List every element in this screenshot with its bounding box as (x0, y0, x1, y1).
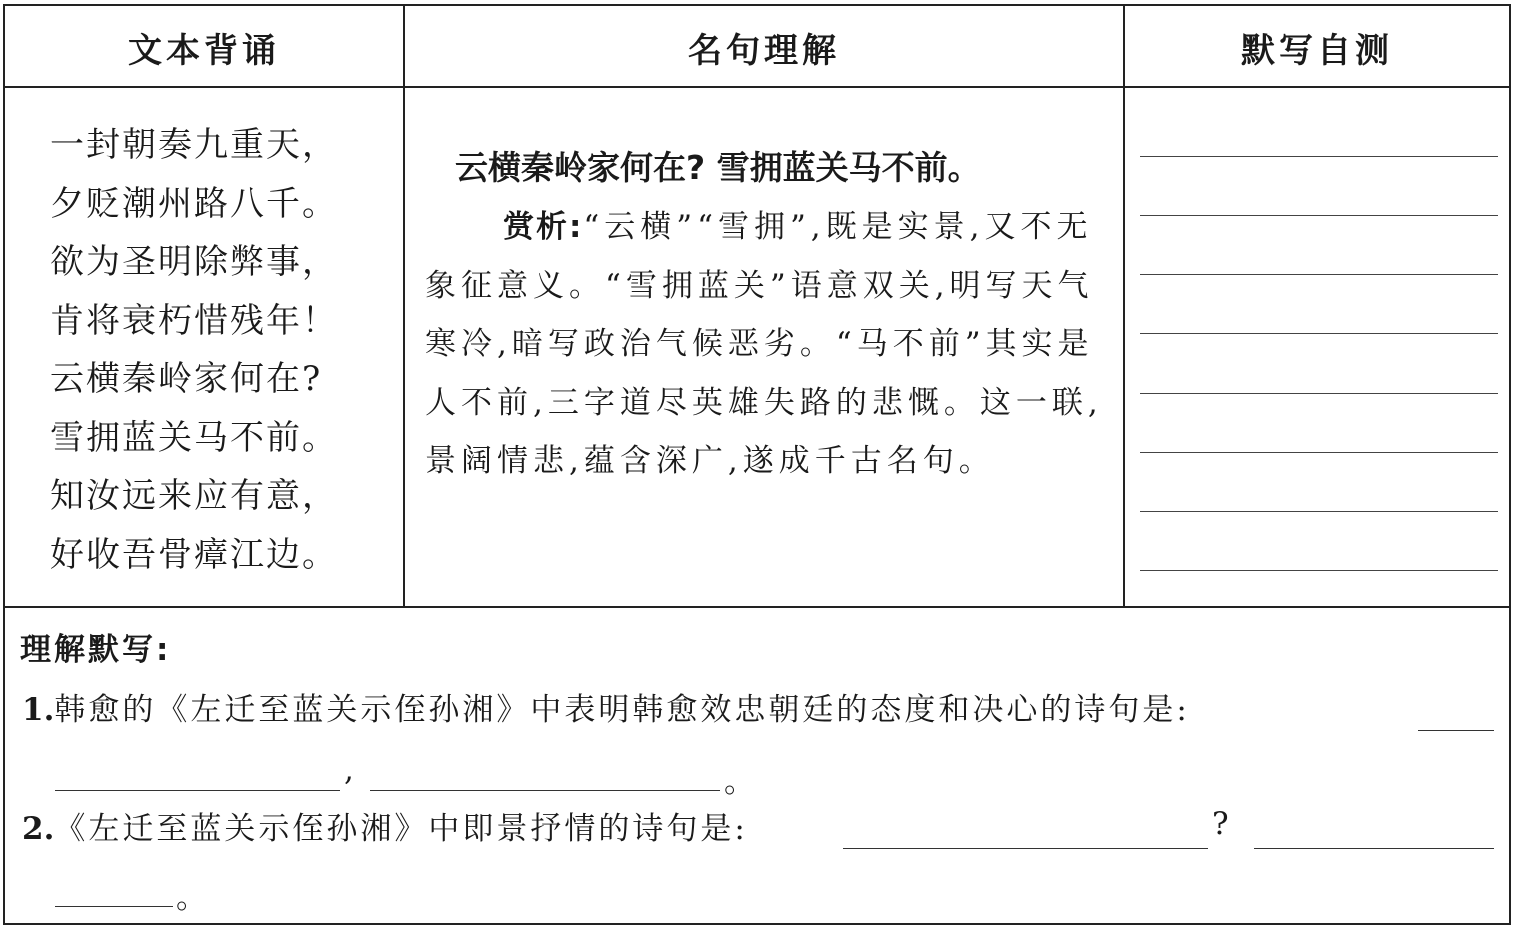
analysis-text: “云横”“雪拥”,既是实景,又不无象征意义。“雪拥蓝关”语意双关,明写天气寒冷,暗写政治气候恶劣。“马不前”其实是人不前,三字道尽英雄失路的悲慨。这一联,景阔情悲,蕴含深广,遂成千古名句。 (425, 209, 1103, 479)
writing-line[interactable] (1140, 393, 1498, 394)
header-self-test (1125, 6, 1509, 88)
question-2-period: 。 (176, 880, 207, 916)
header-recite-label: 文本背诵 (128, 30, 280, 71)
answer-blank-1c[interactable] (370, 790, 720, 791)
question-1-number: 1. (22, 692, 55, 728)
poem-line: 云横秦岭家何在? (50, 359, 323, 399)
writing-line[interactable] (1140, 333, 1498, 334)
poem-line: 一封朝奏九重天， (50, 125, 338, 165)
header-self-test-label: 默写自测 (1241, 30, 1393, 71)
question-2 (22, 803, 748, 848)
poem-text (50, 116, 338, 584)
answer-blank-2c[interactable] (55, 906, 173, 907)
question-2-text: 《左迁至蓝关示侄孙湘》中即景抒情的诗句是: (54, 811, 748, 847)
header-understanding-label: 名句理解 (688, 30, 840, 71)
poem-line: 夕贬潮州路八千。 (50, 183, 338, 224)
writing-line[interactable] (1140, 570, 1498, 571)
poem-line: 知汝远来应有意， (50, 476, 338, 516)
poem-line: 肯将衰朽惜残年！ (50, 300, 338, 341)
header-recite (5, 6, 403, 88)
analysis-label: 赏析: (503, 209, 584, 245)
question-1-text: 韩愈的《左迁至蓝关示侄孙湘》中表明韩愈效忠朝廷的态度和决心的诗句是: (54, 692, 1190, 728)
writing-line[interactable] (1140, 274, 1498, 275)
body-divider (5, 606, 1509, 608)
writing-line[interactable] (1140, 156, 1498, 157)
poem-line: 欲为圣明除弊事， (50, 242, 338, 282)
poem-line: 好收吾骨瘴江边。 (50, 534, 338, 575)
answer-blank-2b[interactable] (1254, 848, 1494, 849)
answer-blank-1b[interactable] (55, 790, 340, 791)
poem-line: 雪拥蓝关马不前。 (50, 417, 338, 458)
column-divider-1 (403, 6, 405, 606)
writing-line[interactable] (1140, 215, 1498, 216)
exercise-title: 理解默写: (20, 632, 172, 668)
question-1 (22, 684, 1190, 729)
question-1-comma: , (344, 752, 354, 788)
analysis-paragraph (425, 198, 1115, 491)
answer-blank-2a[interactable] (843, 848, 1208, 849)
column-divider-2 (1123, 6, 1125, 606)
writing-line[interactable] (1140, 452, 1498, 453)
answer-blank-1a[interactable] (1418, 730, 1494, 731)
question-2-number: 2. (22, 811, 55, 847)
header-understanding (405, 6, 1123, 88)
question-2-mark: ? (1212, 806, 1229, 842)
writing-line[interactable] (1140, 511, 1498, 512)
famous-quote: 云横秦岭家何在? 雪拥蓝关马不前。 (455, 148, 981, 187)
question-1-period: 。 (724, 764, 755, 800)
